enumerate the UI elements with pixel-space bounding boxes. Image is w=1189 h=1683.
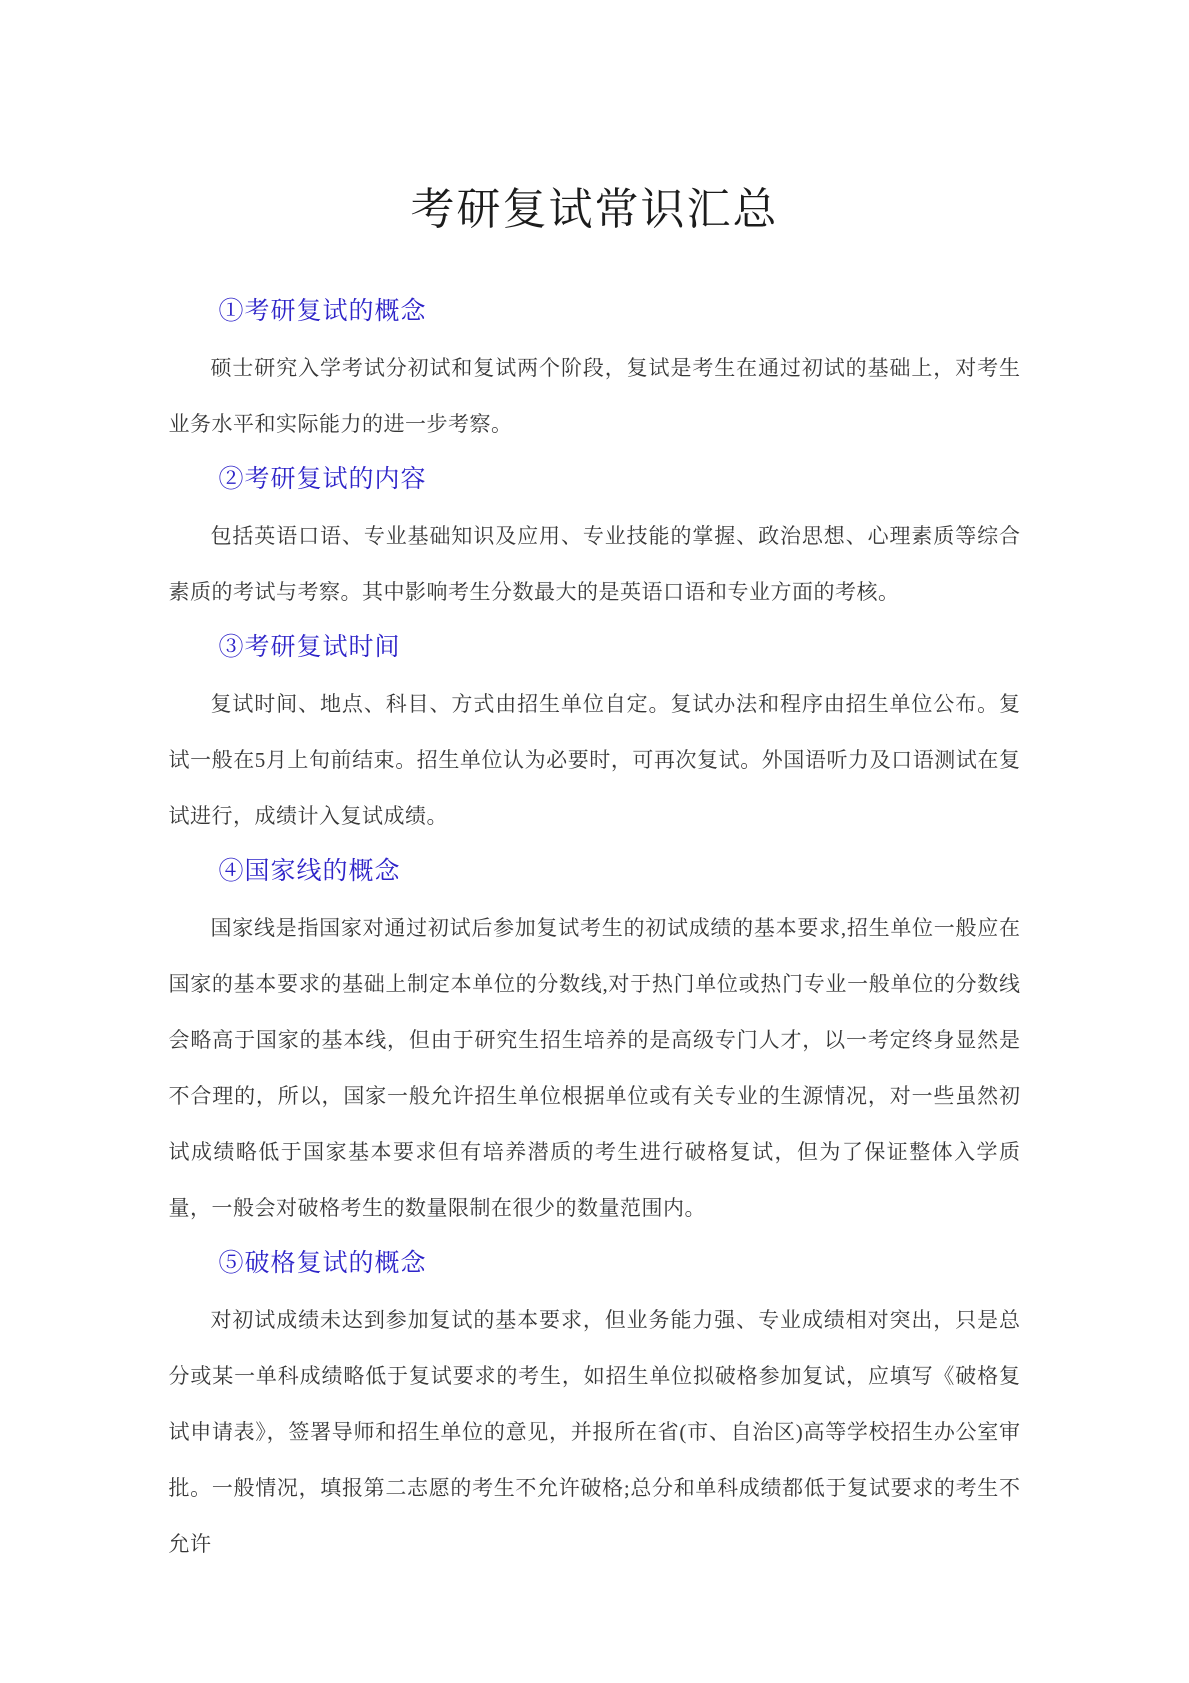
section-paragraph: 对初试成绩未达到参加复试的基本要求，但业务能力强、专业成绩相对突出，只是总分或某一单科成绩略低于复试要求的考生，如招生单位拟破格参加复试，应填写《破格复试申请表》，签署导师和招生单位的意见，并报所在省(市、自治区)高等学校招生办公室审批。一般情况，填报第二志愿的考生不允许破格;总分和单科成绩都低于复试要求的考生不允许 — [168, 1308, 1021, 1556]
section-heading: ⑤破格复试的概念 — [218, 1250, 427, 1277]
section-paragraph: 国家线是指国家对通过初试后参加复试考生的初试成绩的基本要求,招生单位一般应在国家的基本要求的基础上制定本单位的分数线,对于热门单位或热门专业一般单位的分数线会略高于国家的基本线，但由于研究生招生培养的是高级专门人才，以一考定终身显然是不合理的，所以，国家一般允许招生单位根据单位或有关专业的生源情况，对一些虽然初试成绩略低于国家基本要求但有培养潜质的考生进行破格复试，但为了保证整体入学质量，一般会对破格考生的数量限制在很少的数量范围内。 — [168, 916, 1021, 1220]
section-heading: ③考研复试时间 — [218, 634, 401, 661]
document-section — [169, 1236, 1021, 1572]
document-section — [169, 844, 1021, 1236]
section-heading: ④国家线的概念 — [218, 858, 401, 885]
section-paragraph: 硕士研究入学考试分初试和复试两个阶段，复试是考生在通过初试的基础上，对考生业务水平和实际能力的进一步考察。 — [168, 356, 1021, 436]
document-section — [169, 284, 1021, 452]
section-paragraph: 复试时间、地点、科目、方式由招生单位自定。复试办法和程序由招生单位公布。复试一般在5月上旬前结束。招生单位认为必要时，可再次复试。外国语听力及口语测试在复试进行，成绩计入复试成绩。 — [168, 692, 1021, 828]
document-section — [169, 452, 1021, 620]
document-section — [169, 620, 1021, 844]
section-heading: ②考研复试的内容 — [218, 466, 427, 493]
section-paragraph: 包括英语口语、专业基础知识及应用、专业技能的掌握、政治思想、心理素质等综合素质的考试与考察。其中影响考生分数最大的是英语口语和专业方面的考核。 — [168, 524, 1021, 604]
section-heading: ①考研复试的概念 — [218, 298, 427, 325]
page-title: 考研复试常识汇总 — [410, 185, 779, 234]
document-content — [169, 182, 1021, 1572]
sections-container — [169, 284, 1021, 1572]
